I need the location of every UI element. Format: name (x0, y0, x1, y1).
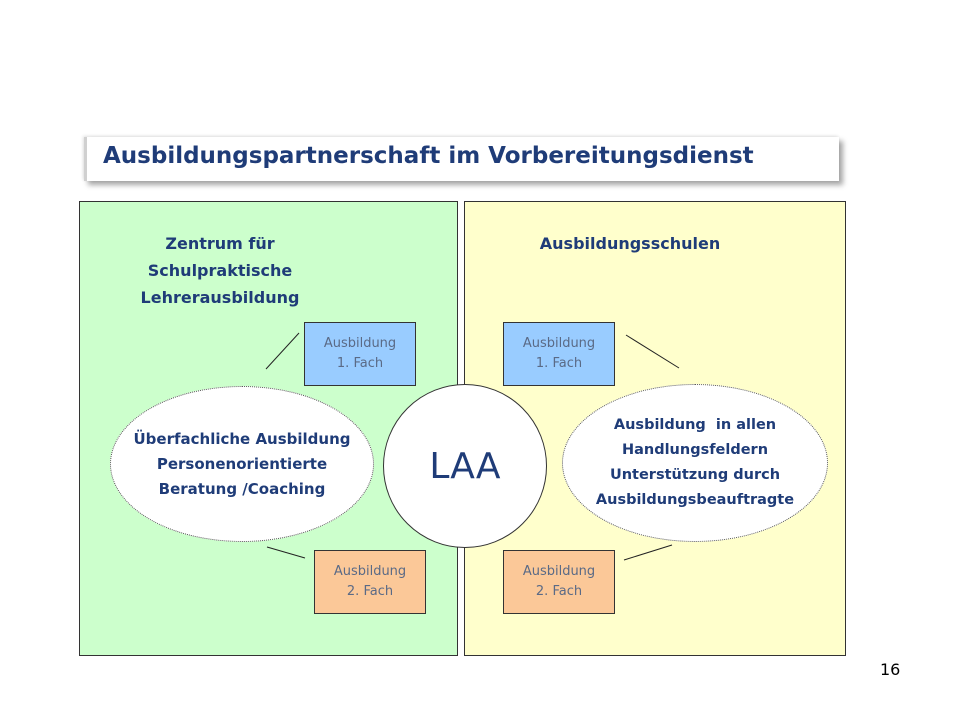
connector-right-top (626, 335, 679, 368)
right-ellipse-line4: Ausbildungsbeauftragte (595, 492, 795, 508)
right-fach1-box (503, 322, 615, 386)
left-fach2-line1: Ausbildung (333, 564, 407, 579)
left-ellipse-line1: Überfachliche Ausbildung (133, 429, 351, 448)
left-ellipse-line2: Personenorientierte (156, 454, 328, 473)
left-ellipse-line3: Beratung /Coaching (158, 479, 326, 498)
right-fach1-line2: 1. Fach (535, 356, 583, 371)
right-fach2-line1: Ausbildung (522, 564, 596, 579)
left-fach1-box (304, 322, 416, 386)
left-fach1-line1: Ausbildung (323, 336, 397, 351)
left-heading-line2: Lehrerausbildung (140, 288, 300, 307)
connector-left-bottom (267, 547, 305, 558)
connector-left-top (266, 333, 299, 369)
right-ellipse (562, 384, 828, 542)
left-fach2-box (314, 550, 426, 614)
right-ellipse-line3: Unterstützung durch (609, 467, 781, 483)
connector-right-bottom (624, 545, 672, 560)
right-fach2-box (503, 550, 615, 614)
laa-circle (383, 384, 547, 548)
page-number: 16 (880, 660, 901, 679)
left-heading-line1: Zentrum für Schulpraktische (147, 234, 293, 280)
right-heading-text: Ausbildungsschulen (539, 234, 721, 253)
right-fach2-line2: 2. Fach (535, 584, 583, 599)
right-ellipse-line2: Handlungsfeldern (621, 442, 769, 458)
right-ellipse-line1: Ausbildung in allen (613, 417, 777, 433)
slide-title: Ausbildungspartnerschaft im Vorbereitungsdienst (103, 143, 754, 169)
left-fach1-line2: 1. Fach (336, 356, 384, 371)
left-fach2-line2: 2. Fach (346, 584, 394, 599)
laa-label: LAA (429, 445, 501, 487)
right-fach1-line1: Ausbildung (522, 336, 596, 351)
left-ellipse (110, 386, 374, 542)
